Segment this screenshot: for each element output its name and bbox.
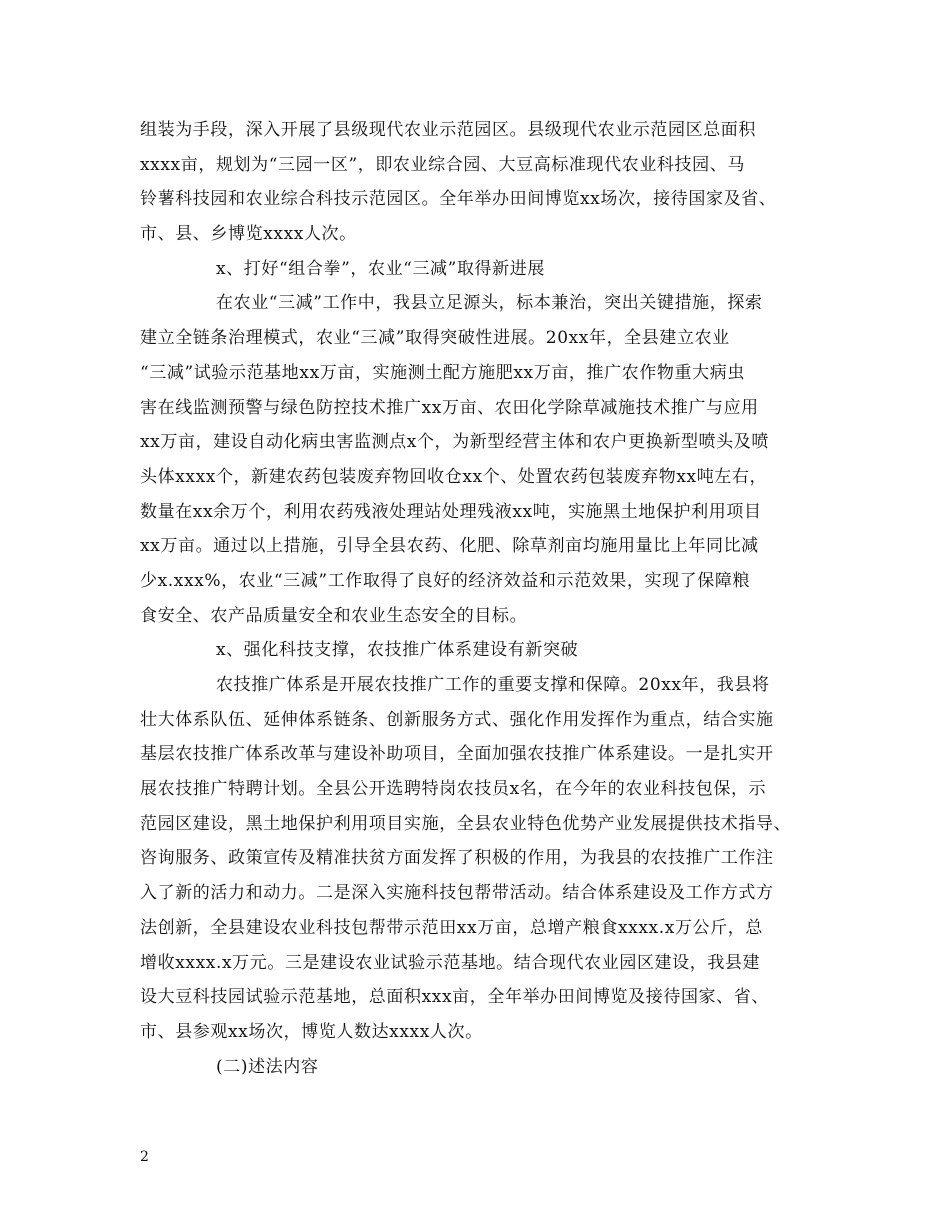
text-line: 设大豆科技园试验示范基地，总面积xxx亩，全年举办田间博览及接待国家、省、	[140, 987, 769, 1008]
text-line: 建立全链条治理模式，农业“三减”取得突破性进展。20xx年，全县建立农业	[140, 328, 730, 349]
text-line: xx万亩，建设自动化病虫害监测点x个，为新型经营主体和农户更换新型喷头及喷	[140, 432, 769, 453]
text-line: 展农技推广特聘计划。全县公开选聘特岗农技员x名，在今年的农业科技包保，示	[140, 779, 767, 800]
paragraph-start-line: 农技推广体系是开展农技推广工作的重要支撑和保障。20xx年，我县将	[216, 675, 770, 695]
text-line: 壮大体系队伍、延伸体系链条、创新服务方式、强化作用发挥作为重点，结合实施	[140, 709, 774, 730]
paragraph-start-line: 在农业“三减”工作中，我县立足源头，标本兼治，突出关键措施，探索	[216, 293, 763, 314]
text-line: 市、县参观xx场次，博览人数达xxxx人次。	[140, 1021, 483, 1042]
text-line: 法创新，全县建设农业科技包帮带示范田xx万亩，总增产粮食xxxx.x万公斤，总	[140, 917, 763, 938]
text-line: “三减”试验示范基地xx万亩，实施测土配方施肥xx万亩，推广农作物重大病虫	[140, 362, 745, 383]
paragraph-start-line: x、打好“组合拳”，农业“三减”取得新进展	[216, 258, 545, 279]
page-number: 2	[140, 1149, 149, 1165]
text-line: 数量在xx余万个，利用农药残液处理站处理残液xx吨，实施黑土地保护利用项目	[140, 501, 762, 522]
text-line: 害在线监测预警与绿色防控技术推广xx万亩、农田化学除草减施技术推广与应用	[140, 397, 759, 418]
text-line: 市、县、乡博览xxxx人次。	[140, 224, 357, 245]
text-line: 食安全、农产品质量安全和农业生态安全的目标。	[140, 605, 528, 626]
body-text	[140, 113, 820, 1084]
paragraph-start-line: x、强化科技支撑，农技推广体系建设有新突破	[216, 640, 579, 661]
text-line: xx万亩。通过以上措施，引导全县农药、化肥、除草剂亩均施用量比上年同比减	[140, 536, 759, 557]
text-line: 少x.xxx%，农业“三减”工作取得了良好的经济效益和示范效果，实现了保障粮	[140, 570, 751, 591]
text-line: 增收xxxx.x万元。三是建设农业试验示范基地。结合现代农业园区建设，我县建	[140, 952, 761, 973]
text-line: 基层农技推广体系改革与建设补助项目，全面加强农技推广体系建设。一是扎实开	[140, 744, 774, 765]
text-line: xxxx亩，规划为“三园一区”，即农业综合园、大豆高标准现代农业科技园、马	[140, 154, 745, 175]
text-line: 咨询服务、政策宣传及精准扶贫方面发挥了积极的作用，为我县的农技推广工作注	[140, 848, 774, 869]
text-line: 范园区建设，黑土地保护利用项目实施，全县农业特色优势产业发展提供技术指导、	[140, 813, 792, 834]
text-line: 组装为手段，深入开展了县级现代农业示范园区。县级现代农业示范园区总面积	[140, 120, 756, 140]
text-line: 头体xxxx个，新建农药包装废弃物回收仓xx个、处置农药包装废弃物xx吨左右，	[140, 466, 768, 487]
paragraph-start-line: (二)述法内容	[216, 1056, 319, 1077]
text-line: 入了新的活力和动力。二是深入实施科技包帮带活动。结合体系建设及工作方式方	[140, 883, 774, 904]
text-line: 铃薯科技园和农业综合科技示范园区。全年举办田间博览xx场次，接待国家及省、	[140, 189, 777, 210]
